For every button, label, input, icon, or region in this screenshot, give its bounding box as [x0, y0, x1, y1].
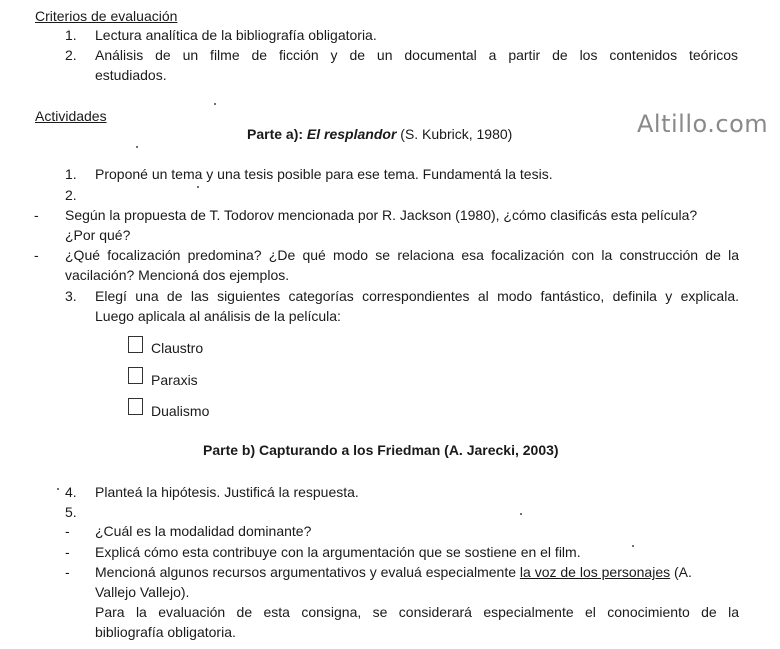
checkbox-dualismo[interactable] [128, 398, 143, 415]
note-line1: Para la evaluación de esta consigna, se considerará especialmente el conocimiento de la [95, 604, 739, 620]
question-4-number: 4. [65, 484, 77, 500]
criterio-2-line1: Análisis de un filme de ficción y de un documental a partir de los contenidos teóricos [95, 47, 738, 63]
question-5a-text: ¿Cuál es la modalidad dominante? [95, 523, 312, 539]
dash-bullet: - [65, 523, 70, 539]
voz-personajes-underlined: la voz de los personajes [519, 564, 671, 580]
checkbox-claustro[interactable] [128, 336, 143, 353]
question-1-number: 1. [65, 166, 77, 182]
dash-bullet: - [34, 247, 39, 263]
question-2a-line2: ¿Por qué? [65, 227, 131, 243]
question-2b-line1: ¿Qué focalización predomina? ¿De qué modo se relaciona esa focalización con la construcción de la [65, 247, 739, 263]
question-5c-pre: Mencioná algunos recursos argumentativos y evaluá especialmente [95, 564, 520, 580]
dash-bullet: - [65, 544, 70, 560]
criterios-heading: Criterios de evaluación [35, 8, 178, 24]
option-dualismo-label: Dualismo [151, 403, 210, 419]
question-2-number: 2. [65, 187, 77, 203]
checkbox-paraxis[interactable] [128, 367, 143, 384]
question-2b-line2: vacilación? Mencioná dos ejemplos. [65, 267, 290, 283]
scan-speck [214, 103, 216, 105]
criterio-2-number: 2. [65, 47, 77, 63]
parte-a-title-film: El resplandor [306, 126, 397, 142]
question-5-number: 5. [65, 504, 77, 520]
scan-speck [57, 488, 59, 490]
question-1-text: Proponé un tema y una tesis posible para ese tema. Fundamentá la tesis. [95, 166, 553, 182]
option-paraxis-label: Paraxis [151, 372, 198, 388]
question-3-number: 3. [65, 288, 77, 304]
scan-speck [520, 513, 522, 515]
question-4-text: Planteá la hipótesis. Justificá la respuesta. [95, 484, 359, 500]
dash-bullet: - [34, 207, 39, 223]
actividades-heading: Actividades [35, 108, 107, 124]
parte-a-title-prefix: Parte a): [247, 126, 307, 142]
watermark-logo: Altillo.com [637, 110, 769, 138]
question-5c-line2: Vallejo Vallejo). [95, 584, 190, 600]
parte-b-title: Parte b) Capturando a los Friedman (A. Jarecki, 2003) [203, 442, 559, 458]
question-5b-text: Explicá cómo esta contribuye con la argumentación que se sostiene en el film. [95, 544, 581, 560]
criterio-1-text: Lectura analítica de la bibliografía obligatoria. [95, 27, 377, 43]
option-claustro-label: Claustro [151, 340, 204, 356]
scan-speck [136, 146, 138, 148]
scan-speck [197, 186, 199, 188]
dash-bullet: - [65, 564, 70, 580]
question-2a-line1: Según la propuesta de T. Todorov mencionada por R. Jackson (1980), ¿cómo clasificás esta película? [65, 207, 698, 223]
question-3-line1: Elegí una de las siguientes categorías correspondientes al modo fantástico, definila y explicala. [95, 288, 739, 304]
scan-speck [632, 545, 634, 547]
question-5c-post: (A. [670, 564, 692, 580]
parte-a-title-suffix: (S. Kubrick, 1980) [396, 126, 513, 142]
criterio-1-number: 1. [65, 27, 77, 43]
parte-a-title [247, 125, 512, 143]
question-3-line2: Luego aplicala al análisis de la película: [95, 308, 341, 324]
question-5c-line1 [95, 563, 692, 581]
criterio-2-line2: estudiados. [95, 67, 167, 83]
note-line2: bibliografía obligatoria. [95, 624, 236, 640]
